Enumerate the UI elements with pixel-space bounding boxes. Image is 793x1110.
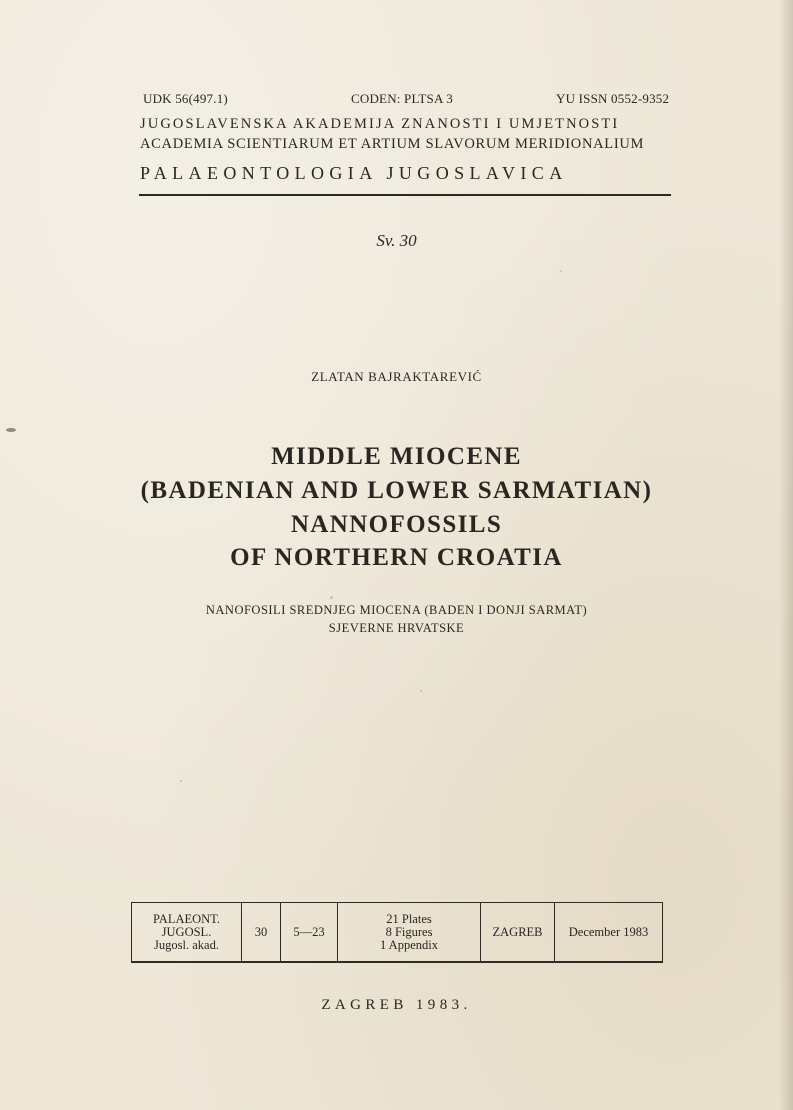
biblio-volume-cell (242, 903, 281, 961)
publication-place-year: ZAGREB 1983. (321, 997, 472, 1013)
biblio-pages-cell (281, 903, 338, 961)
paper-speck (302, 548, 305, 551)
udk-code: UDK 56(497.1) (143, 91, 228, 106)
biblio-contents-line: 8 Figures (385, 924, 433, 939)
paper-speck (330, 596, 333, 599)
paper-mark (6, 428, 16, 432)
biblio-place-cell (481, 903, 555, 961)
title-line-2: (BADENIAN AND LOWER SARMATIAN) (140, 477, 653, 504)
title-line-4: OF NORTHERN CROATIA (230, 544, 563, 571)
subtitle-line-1: NANOFOSILI SREDNJEG MIOCENA (BADEN I DONJI SARMAT) (205, 603, 588, 617)
biblio-journal-line: PALAEONT. (152, 911, 221, 926)
biblio-contents-line: 1 Appendix (380, 937, 438, 952)
issn-code: YU ISSN 0552-9352 (556, 91, 670, 106)
biblio-pages: 5—23 (293, 924, 325, 939)
paper-speck (420, 690, 422, 692)
biblio-place: ZAGREB (492, 924, 543, 939)
biblio-date-cell (555, 903, 662, 961)
biblio-volume: 30 (254, 924, 268, 939)
author-name: ZLATAN BAJRAKTAREVIĆ (311, 369, 482, 384)
bibliographic-table (131, 902, 663, 963)
academy-name: JUGOSLAVENSKA AKADEMIJA ZNANOSTI I UMJETNOSTI (140, 116, 620, 132)
biblio-journal-line: Jugosl. akad. (154, 937, 219, 952)
biblio-contents-cell (338, 903, 481, 961)
paper-speck (180, 780, 182, 782)
subtitle-line-2: SJEVERNE HRVATSKE (328, 621, 465, 635)
header-divider (139, 194, 671, 196)
coden-code: CODEN: PLTSA 3 (351, 91, 454, 106)
biblio-journal-cell (132, 903, 242, 961)
paper-speck (560, 270, 562, 272)
academy-name-latin: ACADEMIA SCIENTIARUM ET ARTIUM SLAVORUM MERIDIONALIUM (140, 136, 645, 152)
biblio-contents-line: 21 Plates (386, 911, 432, 926)
volume-number: Sv. 30 (376, 231, 417, 250)
biblio-journal-line: JUGOSL. (161, 924, 212, 939)
biblio-date: December 1983 (568, 924, 649, 939)
title-line-3: NANNOFOSSILS (290, 511, 503, 538)
title-line-1: MIDDLE MIOCENE (271, 443, 522, 470)
series-title: PALAEONTOLOGIA JUGOSLAVICA (140, 163, 568, 183)
